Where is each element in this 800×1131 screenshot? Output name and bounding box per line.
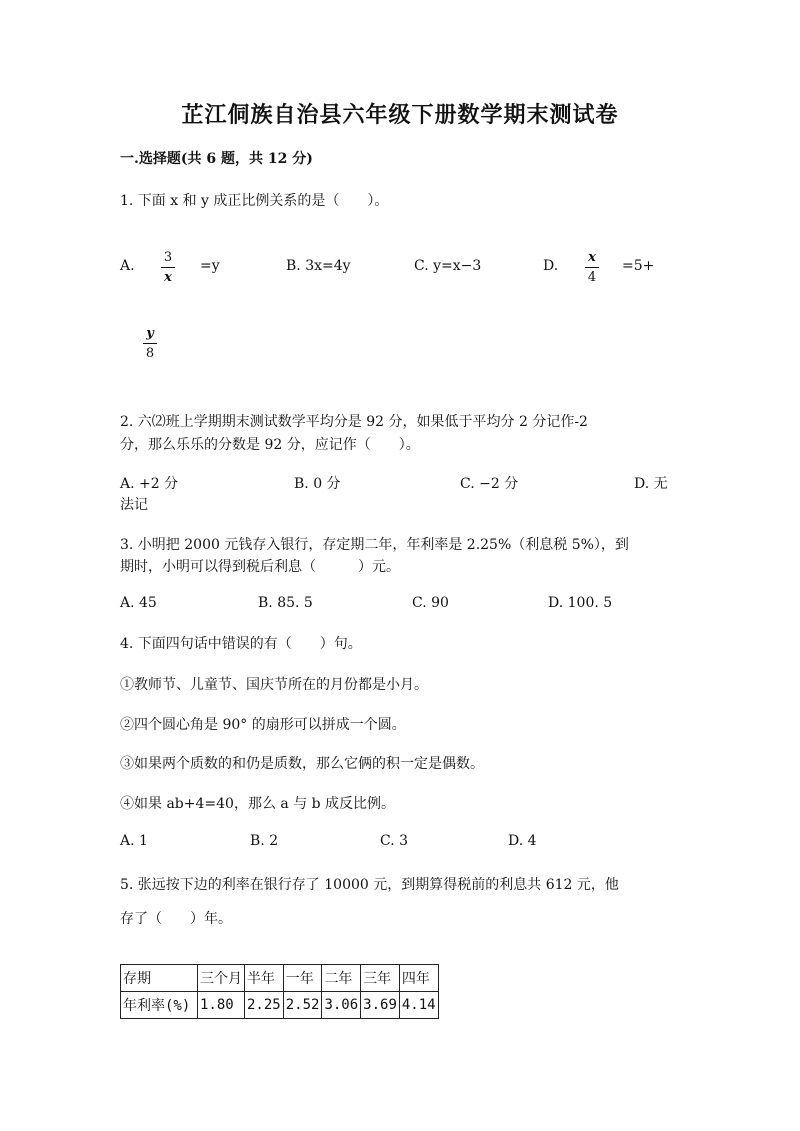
q1-d-numerator: x bbox=[588, 250, 596, 265]
table-cell: 4.14 bbox=[399, 992, 438, 1019]
q4-option-c: C. 3 bbox=[380, 833, 409, 849]
q3-option-c: C. 90 bbox=[412, 595, 449, 611]
table-cell: 2.52 bbox=[283, 992, 322, 1019]
question-5-line-1: 5. 张远按下边的利率在银行存了 10000 元，到期算得税前的利息共 612 元，他 bbox=[120, 877, 619, 893]
q1-option-d-fraction bbox=[584, 250, 600, 285]
question-3-line-1: 3. 小明把 2000 元钱存入银行，存定期二年，年利率是 2.25%（利息税 5%），到 bbox=[120, 537, 629, 553]
table-cell: 年利率(%) bbox=[121, 992, 198, 1019]
q1-option-a-fraction bbox=[160, 250, 176, 285]
section-heading: 一.选择题(共 6 题，共 12 分) bbox=[120, 151, 313, 167]
table-header-cell: 一年 bbox=[283, 965, 322, 992]
q2-option-d: D. 无 bbox=[634, 476, 668, 492]
table-header-cell: 半年 bbox=[245, 965, 284, 992]
table-header-cell: 二年 bbox=[322, 965, 361, 992]
q2-option-a: A. +2 分 bbox=[120, 476, 179, 492]
q1-option-a-label: A. bbox=[120, 258, 135, 274]
table-header-cell: 三年 bbox=[361, 965, 400, 992]
q1-option-c: C. y=x−3 bbox=[414, 258, 482, 274]
table-cell: 2.25 bbox=[245, 992, 284, 1019]
q3-option-b: B. 85. 5 bbox=[258, 595, 313, 611]
q4-statement-3: ③如果两个质数的和仍是质数，那么它俩的积一定是偶数。 bbox=[120, 756, 484, 772]
q4-option-d: D. 4 bbox=[508, 833, 537, 849]
question-1-stem: 1. 下面 x 和 y 成正比例关系的是（ ）。 bbox=[120, 193, 389, 209]
q2-option-d-continued: 法记 bbox=[120, 497, 148, 513]
page-title: 芷江侗族自治县六年级下册数学期末测试卷 bbox=[181, 102, 619, 128]
q1-option-b: B. 3x=4y bbox=[286, 258, 351, 274]
question-2-line-1: 2. 六⑵班上学期期末测试数学平均分是 92 分，如果低于平均分 2 分记作-2 bbox=[120, 414, 588, 430]
table-row bbox=[121, 992, 439, 1019]
q1-d2-numerator: y bbox=[146, 326, 154, 341]
fraction-bar bbox=[143, 343, 157, 344]
q1-option-a-rest: =y bbox=[200, 258, 220, 274]
q1-a-denominator: x bbox=[164, 270, 172, 285]
fraction-bar bbox=[161, 267, 175, 268]
question-4-stem: 4. 下面四句话中错误的有（ ）句。 bbox=[120, 636, 362, 652]
q4-statement-1: ①教师节、儿童节、国庆节所在的月份都是小月。 bbox=[120, 677, 428, 693]
question-5-line-2: 存了（ ）年。 bbox=[120, 911, 232, 927]
question-3-line-2: 期时，小明可以得到税后利息（ ）元。 bbox=[120, 559, 400, 575]
question-2-line-2: 分，那么乐乐的分数是 92 分，应记作（ ）。 bbox=[120, 437, 420, 453]
q1-option-d-rest: =5+ bbox=[622, 258, 655, 274]
q1-option-d-label: D. bbox=[543, 258, 559, 274]
q1-d-denominator: 4 bbox=[587, 270, 597, 285]
table-header-cell: 四年 bbox=[399, 965, 438, 992]
q3-option-a: A. 45 bbox=[120, 595, 157, 611]
q1-a-numerator: 3 bbox=[163, 250, 173, 265]
q3-option-d: D. 100. 5 bbox=[548, 595, 613, 611]
q4-statement-4: ④如果 ab+4=40，那么 a 与 b 成反比例。 bbox=[120, 796, 396, 812]
fraction-bar bbox=[585, 267, 599, 268]
table-header-cell: 存期 bbox=[121, 965, 198, 992]
q4-statement-2: ②四个圆心角是 90° 的扇形可以拼成一个圆。 bbox=[120, 717, 406, 733]
q2-option-b: B. 0 分 bbox=[294, 476, 341, 492]
table-cell: 3.06 bbox=[322, 992, 361, 1019]
q4-option-a: A. 1 bbox=[120, 833, 148, 849]
table-header-cell: 三个月 bbox=[198, 965, 245, 992]
q2-option-c: C. −2 分 bbox=[460, 476, 519, 492]
q1-d2-denominator: 8 bbox=[145, 346, 155, 361]
table-cell: 3.69 bbox=[361, 992, 400, 1019]
q1-option-d-fraction-2 bbox=[142, 326, 158, 361]
table-header-row bbox=[121, 965, 439, 992]
q4-option-b: B. 2 bbox=[250, 833, 279, 849]
interest-rate-table bbox=[120, 964, 439, 1019]
table-cell: 1.80 bbox=[198, 992, 245, 1019]
